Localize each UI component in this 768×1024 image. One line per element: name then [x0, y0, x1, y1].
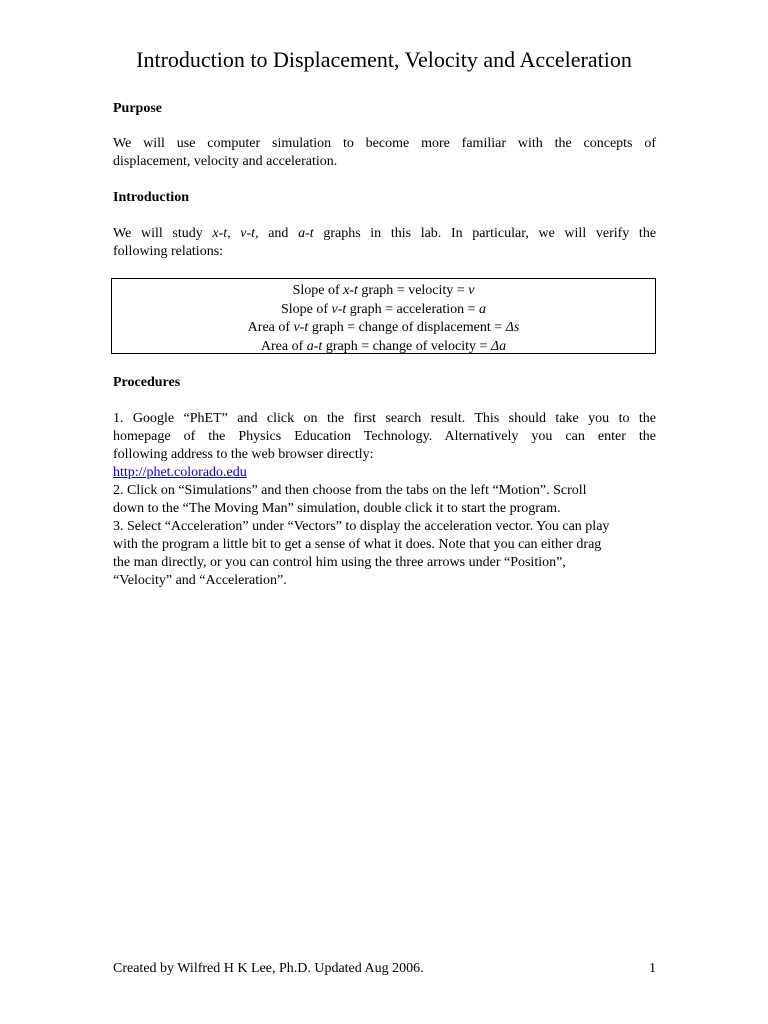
relation-symbol: a: [479, 301, 487, 317]
phet-link[interactable]: http://phet.colorado.edu: [113, 465, 247, 480]
intro-text: graphs in this lab. In particular, we will verify the: [323, 226, 657, 241]
procedure-line: down to the “The Moving Man” simulation, double click it to start the program.: [113, 501, 561, 516]
intro-vt: v-t,: [240, 226, 259, 241]
procedures-paragraph: [113, 410, 656, 590]
procedure-line: following address to the web browser directly:: [113, 447, 374, 462]
relation-var: x-t: [343, 283, 358, 298]
relation-row: [112, 282, 655, 301]
relation-row: [112, 319, 655, 338]
introduction-heading: Introduction: [113, 190, 189, 205]
procedure-line: 1. Google “PhET” and click on the first search result. This should take you to the: [113, 411, 656, 426]
relation-var: v-t: [331, 301, 347, 317]
procedures-heading: Procedures: [113, 375, 181, 390]
intro-xt: x-t,: [212, 226, 231, 241]
relation-row: [112, 338, 655, 357]
intro-and: and: [268, 226, 289, 241]
introduction-line: following relations:: [113, 244, 224, 259]
procedure-line: 3. Select “Acceleration” under “Vectors” to display the acceleration vector. You can play: [113, 519, 610, 534]
relation-text: Slope of: [280, 301, 332, 317]
document-title: Introduction to Displacement, Velocity and Acceleration: [136, 47, 632, 72]
procedure-line: 2. Click on “Simulations” and then choose from the tabs on the left “Motion”. Scroll: [113, 483, 587, 498]
relation-symbol: v: [468, 283, 475, 298]
introduction-line: [113, 225, 656, 243]
relation-symbol: Δa: [490, 338, 507, 354]
procedure-line: homepage of the Physics Education Technology. Alternatively you can enter the: [113, 429, 656, 444]
relations-box: [111, 278, 656, 354]
relation-text: graph = change of velocity =: [322, 338, 491, 354]
procedure-line: “Velocity” and “Acceleration”.: [113, 573, 287, 588]
relation-var: a-t: [306, 338, 323, 354]
procedure-line: [113, 464, 656, 482]
purpose-line: displacement, velocity and acceleration.: [113, 154, 338, 169]
relation-text: graph = velocity =: [357, 283, 469, 298]
relation-text: graph = acceleration =: [346, 301, 480, 317]
relation-var: v-t: [293, 320, 309, 335]
page-number: 1: [649, 961, 656, 976]
purpose-line: We will use computer simulation to become more familiar with the concepts of: [113, 136, 656, 151]
relation-text: Area of: [260, 338, 307, 354]
procedure-line: with the program a little bit to get a sense of what it does. Note that you can either drag: [113, 537, 602, 552]
purpose-heading: Purpose: [113, 101, 162, 116]
purpose-paragraph: [113, 135, 656, 171]
relation-text: graph = change of displacement =: [308, 320, 506, 335]
relation-symbol: Δs: [505, 320, 520, 335]
relation-text: Slope of: [292, 283, 344, 298]
intro-at: a-t: [298, 226, 314, 241]
relation-row: [112, 301, 655, 320]
footer-credit: Created by Wilfred H K Lee, Ph.D. Updated Aug 2006.: [113, 961, 424, 976]
procedure-line: the man directly, or you can control him using the three arrows under “Position”,: [113, 555, 566, 570]
relation-text: Area of: [247, 320, 294, 335]
intro-text: We will study: [113, 226, 203, 241]
introduction-paragraph: [113, 225, 656, 261]
